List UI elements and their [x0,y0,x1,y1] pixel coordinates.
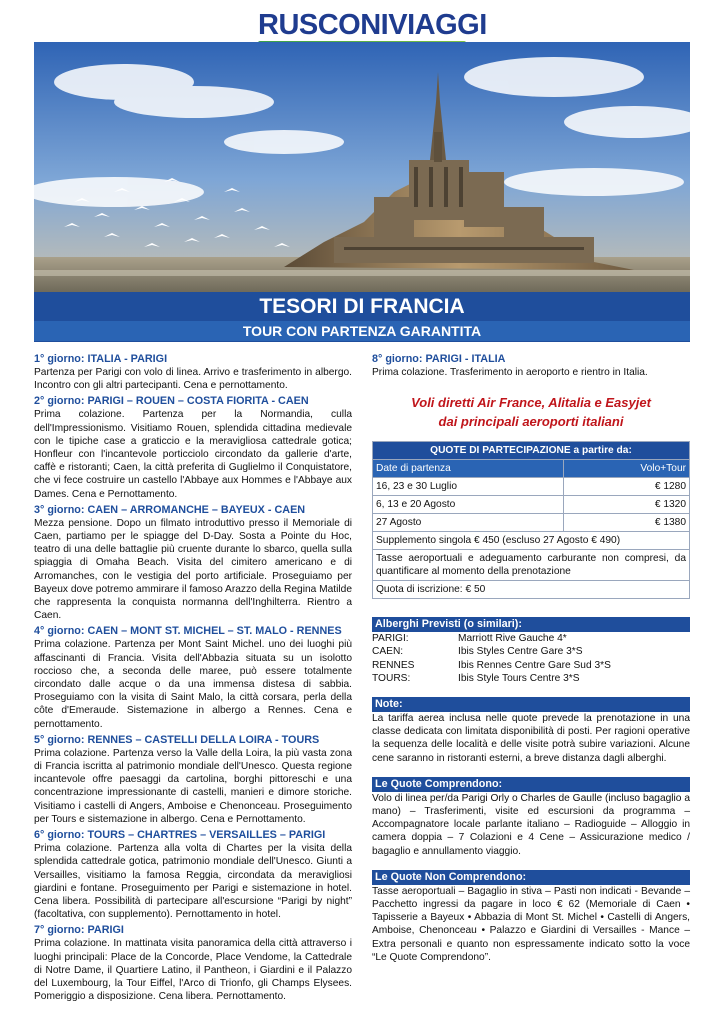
itinerary-day-4 [34,624,352,730]
day-title: 8° giorno: PARIGI - ITALIA [372,353,506,365]
promo-line-2: dai principali aeroporti italiani [438,414,624,430]
day-text: Prima colazione. In mattinata visita panoramica della città attraverso i luoghi principali: Place de la Concorde, Place Vendome, la Cattedrale di Notre Dame, il Quartiere Latino, il Pantheon, i Giardini e il Palazzo del Luxembourg, la Tour Eiffel, l'Arco di Trionfo, gli Champs Elysees. Pomeriggio a disposizione. Cena libera. Pernottamento. [34,938,352,1003]
table-row [373,532,690,550]
info-column [372,352,690,964]
list-item [372,632,690,645]
single-supplement: Supplemento singola € 450 (escluso 27 Agosto € 490) [373,532,690,550]
table-row [373,550,690,581]
note-heading: Note: [372,697,690,712]
day-title: 4° giorno: CAEN – MONT ST. MICHEL – ST. MALO - RENNES [34,625,342,638]
day-title: 3° giorno: CAEN – ARROMANCHE – BAYEUX - CAEN [34,503,306,516]
itinerary-day-7 [34,923,352,1003]
hotel-city: PARIGI: [372,633,409,645]
list-item [372,672,690,685]
table-row [373,514,690,532]
included-heading: Le Quote Comprendono: [372,777,690,792]
taxes-note: Tasse aeroportuali e adeguamento carburante non compresi, da quantificare al momento della prenotazione [373,550,690,581]
included-text: Volo di linea per/da Parigi Orly o Charles de Gaulle (incluso bagaglio a mano) – Trasferimenti, visite ed escursioni da programma – Accompagnatore locale parlante italiano – Radioguide – Alloggio in camera doppia – 7 Colazioni e 4 Cene – Assicurazione medico / bagaglio e annullamento viaggio. [372,792,690,857]
excluded-text: Tasse aeroportuali – Bagaglio in stiva – Pasti non indicati - Bevande – Pacchetto ingressi da pagare in loco € 62 (Memoriale di Caen • Tapisserie a Bayeux • Abbazia di Mont St. Michel • Castelli di Angers, Amboise, Chenonceau • Palazzo e Giardini di Versailles - Mance – Extra personali e quanto non espressamente indicato sotto la voce “Le Quote Comprendono”. [372,885,690,963]
itinerary-day-6 [34,828,352,921]
table-row [373,496,690,514]
price: € 1380 [564,514,690,532]
table-row [373,581,690,599]
hero-image [34,42,690,292]
day-text: Prima colazione. Partenza alla volta di Chartes per la visita della splendida cattedrale gotica, patrimonio mondiale dell'Unesco. Giunti a Versailles, visitiamo la famosa Reggia, circondata da meravigliosi giardini e fontane. Proseguimento per Parigi e sistemazione in hotel. Cena libera. Possibilità di partecipare all'escursione “Parigi by night” (facoltativa, con supplemento). Pernottamento in hotel. [34,843,352,921]
day-text: Prima colazione. Partenza verso la Valle della Loira, la più vasta zona di Francia iscritta al patrimonio mondiale dell'Unesco. Questa regione incantevole offre paesaggi da cartolina, borghi pittoreschi e una concentrazione impressionante di castelli, manieri e dimore storiche. Visitiamo i castelli di Angers, Amboise e Chenonceau. Proseguimento per Tours e sistemazione in albergo. Cena e Pernottamento. [34,747,352,825]
brand-name-part1: RUSCONI [258,9,389,41]
list-item [372,645,690,658]
day-text: Partenza per Parigi con volo di linea. Arrivo e trasferimento in albergo. Incontro con gli altri partecipanti. Cena e pernottamento. [34,367,352,392]
price-table [372,441,690,599]
price-table-column-headers [373,460,690,478]
hotel-city: RENNES [372,659,415,671]
hotel-city: CAEN: [372,646,404,658]
hotel-name: Ibis Styles Centre Gare 3*S [458,646,583,658]
departure-date: 16, 23 e 30 Luglio [373,478,564,496]
flights-promo [372,393,690,431]
itinerary-day-5 [34,733,352,826]
table-row [373,478,690,496]
hotel-name: Marriott Rive Gauche 4* [458,633,567,645]
price-table-header: QUOTE DI PARTECIPAZIONE a partire da: [373,442,690,460]
price: € 1280 [564,478,690,496]
itinerary-day-2 [34,394,352,500]
page-subtitle: TOUR CON PARTENZA GARANTITA [34,321,690,341]
day-text: Prima colazione. Trasferimento in aeroporto e rientro in Italia. [372,367,648,378]
day-text: Mezza pensione. Dopo un filmato introduttivo presso il Memoriale di Caen, partiamo per le spiagge del D-Day. Sosta a Pointe du Hoc, teatro di una delle battaglie più cruente durante lo sbarco, quella sulla spiaggia di Omaha Beach. Visita del cimitero americano e di Arromanches, con le vestigia del porto artificiale. Proseguiamo per Bayeux dove potremo ammirare il famoso Arazzo della Regina Matilde che rappresenta la conquista normanna dell'Inghilterra. Rientro a Caen. [34,517,352,622]
registration-fee: Quota di iscrizione: € 50 [373,581,690,599]
page-title: TESORI DI FRANCIA [259,295,465,318]
day-title: 5° giorno: RENNES – CASTELLI DELLA LOIRA - TOURS [34,733,320,746]
hotel-city: TOURS: [372,672,411,684]
day-title: 6° giorno: TOURS – CHARTRES – VERSAILLES – PARIGI [34,829,326,842]
excluded-heading: Le Quote Non Comprendono: [372,870,690,885]
departure-date: 6, 13 e 20 Agosto [373,496,564,514]
day-text: Prima colazione. Partenza per la Normandia, culla dell'Impressionismo. Visitiamo Rouen, splendida cittadina medievale con le tipiche case a graticcio e la meravigliosa cattedrale gotica; Honfleur con l'incantevole porticciolo circondato da gallerie d'arte, caffè e ristoranti; Caen, la città preferita di Guglielmo il Conquistatore, che vi fece costruire un castello l'Abbaye aux Hommes e l'Abbaye aux Dames. Cena e Pernottamento. [34,409,352,500]
hotel-name: Ibis Style Tours Centre 3*S [458,672,580,684]
brand-name-part2: VIAGGI [388,9,487,41]
hotels-heading: Alberghi Previsti (o similari): [372,617,690,632]
day-title: 1° giorno: ITALIA - PARIGI [34,353,168,365]
itinerary-column [34,352,352,1005]
itinerary-day-1 [34,352,352,392]
title-banner [34,292,690,342]
list-item [372,659,690,672]
day-title: 7° giorno: PARIGI [34,924,124,937]
price: € 1320 [564,496,690,514]
departure-date: 27 Agosto [373,514,564,532]
brand-name [258,9,487,41]
hotel-name: Ibis Rennes Centre Gare Sud 3*S [458,659,611,671]
column-header-price: Volo+Tour [564,460,690,478]
column-header-date: Date di partenza [373,460,564,478]
day-text: Prima colazione. Partenza per Mont Saint Michel. uno dei luoghi più affascinanti di Francia. Visita dell'Abbazia situata su un isolotto roccioso che, a seconda delle maree, può essere totalmente circondato dalle acque o da una immensa distesa di sabbia. Proseguiamo con la visita di Saint Malo, la città corsara, perla della côte d'Emeraude. Sistemazione in albergo a Rennes. Cena e pernottamento. [34,639,352,730]
day-title: 2° giorno: PARIGI – ROUEN – COSTA FIORITA - CAEN [34,395,309,408]
itinerary-day-8 [372,352,690,379]
itinerary-day-3 [34,503,352,623]
promo-line-1: Voli diretti Air France, Alitalia e Easyjet [411,395,651,411]
note-text: La tariffa aerea inclusa nelle quote prevede la prenotazione in una classe dedicata con limitata disponibilità di posti. Per ragioni operative la sequenza delle località e delle visite potrà subire variazioni. Alcune cene saranno in ristoranti esterni, a breve distanza dagli alberghi. [372,713,690,764]
mont-saint-michel-illustration [34,42,690,292]
hotels-list [372,632,690,685]
